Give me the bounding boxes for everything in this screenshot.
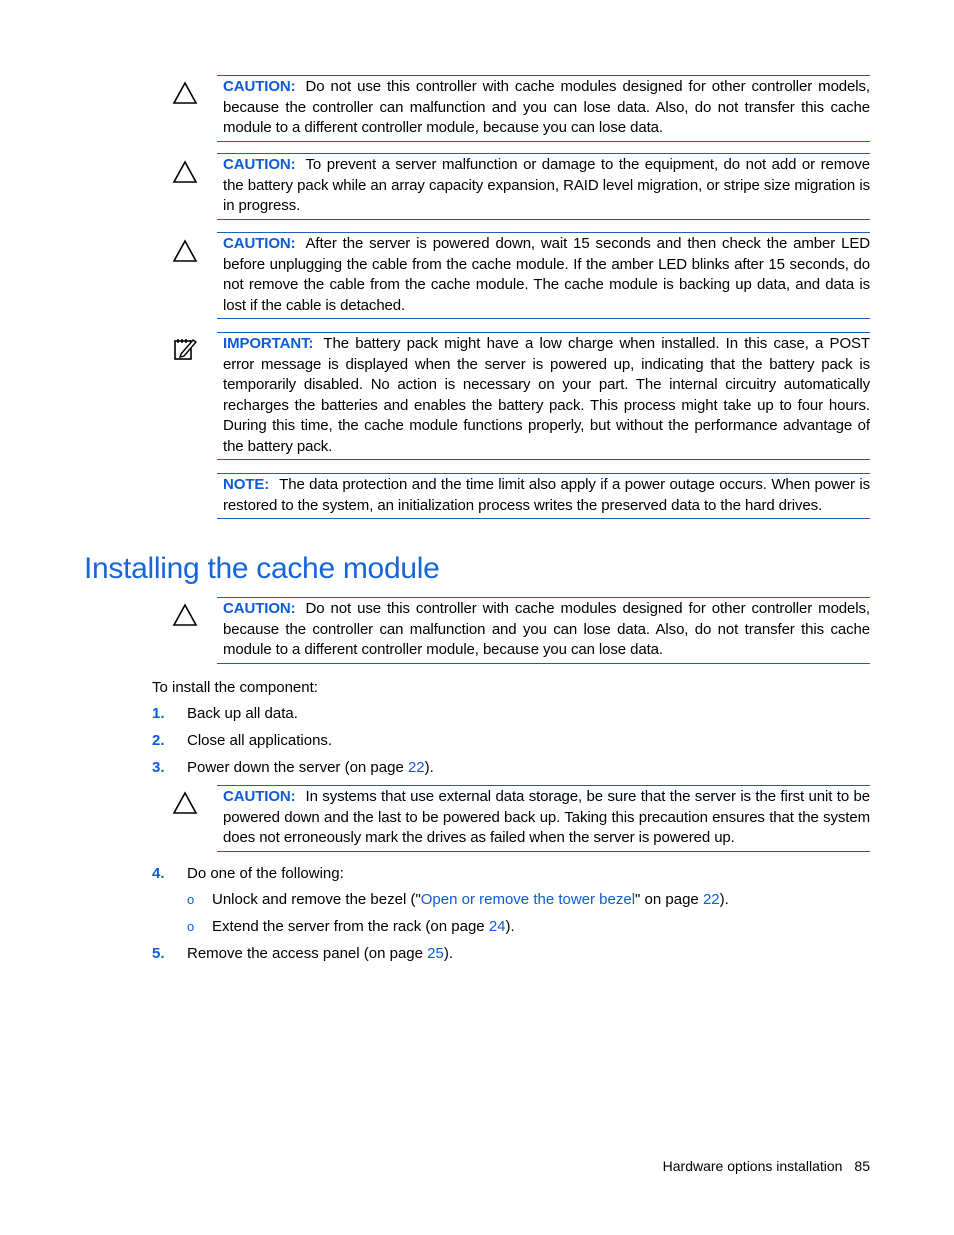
step-text-after: ).: [424, 759, 434, 776]
step-text: Close all applications.: [187, 732, 333, 749]
step-number: 4.: [152, 865, 165, 882]
sub-text: Extend the server from the rack (on page: [212, 918, 489, 935]
notice-label: CAUTION:: [223, 78, 296, 95]
bezel-link[interactable]: Open or remove the tower bezel: [420, 891, 636, 908]
notice-label: CAUTION:: [223, 235, 296, 252]
sub-text-mid: " on page: [635, 891, 703, 908]
page-number: 85: [854, 1158, 870, 1174]
step-number: 3.: [152, 759, 165, 776]
caution-icon: [172, 602, 198, 628]
caution-icon: [172, 790, 198, 816]
notice-text: To prevent a server malfunction or damage to the equipment, do not add or remove the battery pack while an array capacity expansion, RAID level migration, or stripe size migration is in progress.: [223, 156, 870, 214]
caution-icon: [172, 159, 198, 185]
notice-text: Do not use this controller with cache modules designed for other controller models, because the controller can malfunction and you can lose data. Also, do not transfer this cache module to a different controller module, because you can lose data.: [223, 600, 870, 658]
page-footer: [663, 1158, 870, 1174]
caution-icon: [172, 80, 198, 106]
note-notice: [217, 473, 870, 519]
caution-icon: [172, 238, 198, 264]
important-notice: [217, 332, 870, 460]
step-text: Do one of the following:: [187, 865, 344, 882]
notice-label: IMPORTANT:: [223, 335, 314, 352]
intro-text: To install the component:: [152, 679, 318, 696]
footer-section: Hardware options installation: [662, 1158, 843, 1174]
bullet: o: [187, 919, 195, 934]
sub-text-after: ).: [719, 891, 729, 908]
step-text: Remove the access panel (on page: [187, 945, 428, 962]
sub-text-after: ).: [505, 918, 515, 935]
caution-notice: [217, 785, 870, 852]
notice-text: In systems that use external data storage, be sure that the server is the first unit to be powered down and the last to be powered back up. Taking this precaution ensures that the system does not erroneously mark the drives as failed when the server is powered up.: [223, 788, 870, 846]
page-link[interactable]: 22: [702, 891, 720, 908]
caution-notice: [217, 75, 870, 142]
step-text: Back up all data.: [187, 705, 298, 722]
step-text-after: ).: [443, 945, 454, 962]
notice-text: The battery pack might have a low charge when installed. In this case, a POST error message is displayed when the server is powered up, indicating that the battery pack is temporarily disabled. No action is necessary on your part. The internal circuitry automatically recharges the batteries and enables the battery pack. This process might take up to four hours. During this time, the cache module functions properly, but without the performance advantage of the battery pack.: [223, 335, 870, 455]
step-number: 5.: [152, 945, 165, 962]
bullet: o: [187, 892, 195, 907]
important-icon: [172, 336, 198, 362]
notice-text: After the server is powered down, wait 15 seconds and then check the amber LED before unplugging the cable from the cache module. If the amber LED blinks after 15 seconds, do not remove the cable from the cache module. The cache module is backing up data, and data is lost if the cable is detached.: [223, 235, 870, 314]
notice-label: CAUTION:: [223, 788, 296, 805]
notice-label: CAUTION:: [223, 156, 296, 173]
step-text: Power down the server (on page: [187, 759, 408, 776]
notice-label: NOTE:: [223, 476, 270, 493]
notice-text: Do not use this controller with cache modules designed for other controller models, because the controller can malfunction and you can lose data. Also, do not transfer this cache module to a different controller module, because you can lose data.: [223, 78, 870, 136]
caution-notice: [217, 232, 870, 319]
page-link[interactable]: 24: [488, 918, 506, 935]
notice-text: The data protection and the time limit also apply if a power outage occurs. When power is restored to the system, an initialization process writes the preserved data to the hard drives.: [223, 476, 870, 514]
sub-text: Unlock and remove the bezel (": [212, 891, 421, 908]
step-number: 2.: [152, 732, 165, 749]
step-number: 1.: [152, 705, 165, 722]
caution-notice: [217, 597, 870, 664]
caution-notice: [217, 153, 870, 220]
notice-label: CAUTION:: [223, 600, 296, 617]
section-title: Installing the cache module: [84, 552, 440, 585]
page-link[interactable]: 25: [427, 945, 444, 962]
page-link[interactable]: 22: [407, 759, 425, 776]
